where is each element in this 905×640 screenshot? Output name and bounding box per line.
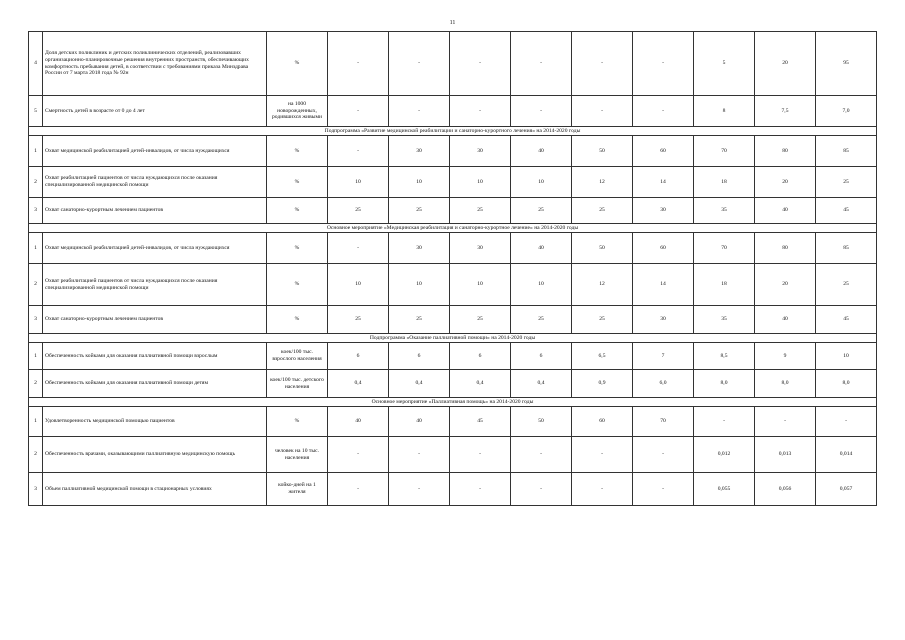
unit-of-measure: % xyxy=(267,198,328,224)
value-cell: 25 xyxy=(511,198,572,224)
table-row xyxy=(29,264,877,306)
value-cell: 30 xyxy=(389,136,450,167)
indicator-name: Объем паллиативной медицинской помощи в стационарных условиях xyxy=(43,473,267,506)
value-cell: 25 xyxy=(328,198,389,224)
unit-of-measure: % xyxy=(267,167,328,198)
row-number: 2 xyxy=(29,437,43,473)
value-cell: - xyxy=(511,96,572,127)
value-cell: 7,0 xyxy=(816,96,877,127)
value-cell: 45 xyxy=(450,407,511,437)
value-cell: 50 xyxy=(572,233,633,264)
row-number: 2 xyxy=(29,167,43,198)
indicator-name: Охват медицинской реабилитацией детей-инвалидов, от числа нуждающихся xyxy=(43,233,267,264)
table-row xyxy=(29,343,877,370)
unit-of-measure: койко-дней на 1 жителя xyxy=(267,473,328,506)
value-cell: 25 xyxy=(328,306,389,334)
value-cell: 5 xyxy=(694,32,755,96)
value-cell: 8,5 xyxy=(694,343,755,370)
table-row xyxy=(29,198,877,224)
value-cell: 60 xyxy=(572,407,633,437)
value-cell: 30 xyxy=(450,136,511,167)
page-number: 11 xyxy=(449,20,456,26)
value-cell: 6,0 xyxy=(633,370,694,398)
value-cell: 8,0 xyxy=(816,370,877,398)
value-cell: 12 xyxy=(572,264,633,306)
value-cell: 70 xyxy=(694,136,755,167)
unit-of-measure: % xyxy=(267,306,328,334)
value-cell: 20 xyxy=(755,32,816,96)
value-cell: - xyxy=(572,473,633,506)
value-cell: 0,057 xyxy=(816,473,877,506)
table-row xyxy=(29,437,877,473)
row-number: 5 xyxy=(29,96,43,127)
indicator-name: Охват медицинской реабилитацией детей-инвалидов, от числа нуждающихся xyxy=(43,136,267,167)
indicator-name: Смертность детей в возрасте от 0 до 4 лет xyxy=(43,96,267,127)
value-cell: - xyxy=(328,96,389,127)
indicator-name: Обеспеченность врачами, оказывающими паллиативную медицинскую помощь xyxy=(43,437,267,473)
table-row xyxy=(29,473,877,506)
value-cell: 14 xyxy=(633,264,694,306)
value-cell: - xyxy=(328,136,389,167)
row-number: 3 xyxy=(29,473,43,506)
value-cell: 70 xyxy=(694,233,755,264)
value-cell: - xyxy=(389,473,450,506)
value-cell: 6 xyxy=(389,343,450,370)
value-cell: 30 xyxy=(450,233,511,264)
value-cell: 10 xyxy=(511,167,572,198)
value-cell: 80 xyxy=(755,136,816,167)
value-cell: 6 xyxy=(450,343,511,370)
value-cell: 25 xyxy=(389,306,450,334)
value-cell: - xyxy=(572,32,633,96)
value-cell: - xyxy=(816,407,877,437)
value-cell: 10 xyxy=(389,264,450,306)
value-cell: 6 xyxy=(328,343,389,370)
value-cell: - xyxy=(633,32,694,96)
value-cell: 25 xyxy=(572,198,633,224)
section-header-row xyxy=(29,334,877,343)
value-cell: - xyxy=(511,437,572,473)
value-cell: 30 xyxy=(389,233,450,264)
value-cell: 60 xyxy=(633,136,694,167)
value-cell: - xyxy=(572,96,633,127)
unit-of-measure: % xyxy=(267,32,328,96)
indicator-name: Охват санаторно-курортным лечением пациентов xyxy=(43,306,267,334)
indicator-name: Охват реабилитацией пациентов от числа нуждающихся после оказания специализированной медицинской помощи xyxy=(43,167,267,198)
value-cell: 95 xyxy=(816,32,877,96)
value-cell: - xyxy=(328,437,389,473)
value-cell: - xyxy=(694,407,755,437)
value-cell: 10 xyxy=(328,167,389,198)
unit-of-measure: % xyxy=(267,136,328,167)
value-cell: 40 xyxy=(511,233,572,264)
value-cell: 18 xyxy=(694,264,755,306)
row-number: 1 xyxy=(29,407,43,437)
value-cell: - xyxy=(450,473,511,506)
table-row xyxy=(29,370,877,398)
value-cell: - xyxy=(389,96,450,127)
value-cell: 40 xyxy=(389,407,450,437)
row-number: 3 xyxy=(29,306,43,334)
value-cell: - xyxy=(511,32,572,96)
value-cell: 25 xyxy=(572,306,633,334)
section-header-row xyxy=(29,127,877,136)
value-cell: 8 xyxy=(694,96,755,127)
table-row xyxy=(29,32,877,96)
value-cell: - xyxy=(389,32,450,96)
unit-of-measure: на 1000 новорожденных, родившихся живыми xyxy=(267,96,328,127)
value-cell: 0,4 xyxy=(450,370,511,398)
unit-of-measure: % xyxy=(267,264,328,306)
value-cell: 0,4 xyxy=(511,370,572,398)
row-number: 4 xyxy=(29,32,43,96)
value-cell: 30 xyxy=(633,198,694,224)
row-number: 2 xyxy=(29,370,43,398)
value-cell: 40 xyxy=(328,407,389,437)
value-cell: 25 xyxy=(389,198,450,224)
value-cell: 8,0 xyxy=(694,370,755,398)
value-cell: 9 xyxy=(755,343,816,370)
value-cell: 45 xyxy=(816,198,877,224)
section-header-row xyxy=(29,398,877,407)
value-cell: 25 xyxy=(511,306,572,334)
value-cell: - xyxy=(389,437,450,473)
row-number: 1 xyxy=(29,343,43,370)
value-cell: 7,5 xyxy=(755,96,816,127)
row-number: 2 xyxy=(29,264,43,306)
value-cell: 30 xyxy=(633,306,694,334)
indicator-name: Охват санаторно-курортным лечением пациентов xyxy=(43,198,267,224)
value-cell: 70 xyxy=(633,407,694,437)
value-cell: 10 xyxy=(328,264,389,306)
value-cell: - xyxy=(633,437,694,473)
value-cell: 10 xyxy=(816,343,877,370)
value-cell: 10 xyxy=(511,264,572,306)
value-cell: - xyxy=(755,407,816,437)
value-cell: 80 xyxy=(755,233,816,264)
value-cell: 0,014 xyxy=(816,437,877,473)
section-title: Основное мероприятие «Медицинская реабилитация и санаторно-курортное лечение» на 2014-2020 годы xyxy=(29,224,877,233)
value-cell: 45 xyxy=(816,306,877,334)
indicator-name: Охват реабилитацией пациентов от числа нуждающихся после оказания специализированной медицинской помощи xyxy=(43,264,267,306)
value-cell: - xyxy=(633,473,694,506)
value-cell: 0,4 xyxy=(328,370,389,398)
section-title: Подпрограмма «Оказание паллиативной помощи» на 2014-2020 годы xyxy=(29,334,877,343)
value-cell: 6,5 xyxy=(572,343,633,370)
value-cell: 35 xyxy=(694,306,755,334)
row-number: 3 xyxy=(29,198,43,224)
value-cell: - xyxy=(328,233,389,264)
value-cell: - xyxy=(328,32,389,96)
indicator-name: Обеспеченность койками для оказания паллиативной помощи взрослым xyxy=(43,343,267,370)
value-cell: - xyxy=(511,473,572,506)
value-cell: 18 xyxy=(694,167,755,198)
value-cell: 25 xyxy=(450,306,511,334)
value-cell: 40 xyxy=(511,136,572,167)
value-cell: 0,056 xyxy=(755,473,816,506)
unit-of-measure: % xyxy=(267,233,328,264)
value-cell: 50 xyxy=(572,136,633,167)
value-cell: 25 xyxy=(816,167,877,198)
value-cell: 0,055 xyxy=(694,473,755,506)
value-cell: 35 xyxy=(694,198,755,224)
section-title: Подпрограмма «Развитие медицинской реабилитации и санаторно-курортного лечения» на 2014-2020 годы xyxy=(29,127,877,136)
value-cell: - xyxy=(450,96,511,127)
value-cell: 10 xyxy=(450,167,511,198)
value-cell: 20 xyxy=(755,264,816,306)
value-cell: 0,9 xyxy=(572,370,633,398)
value-cell: 8,0 xyxy=(755,370,816,398)
table-row xyxy=(29,407,877,437)
unit-of-measure: коек/100 тыс. взрослого населения xyxy=(267,343,328,370)
table-row xyxy=(29,167,877,198)
table-row xyxy=(29,306,877,334)
indicators-table xyxy=(28,31,877,506)
value-cell: - xyxy=(450,32,511,96)
value-cell: 20 xyxy=(755,167,816,198)
value-cell: 12 xyxy=(572,167,633,198)
table-row xyxy=(29,233,877,264)
section-header-row xyxy=(29,224,877,233)
value-cell: 40 xyxy=(755,198,816,224)
value-cell: 0,013 xyxy=(755,437,816,473)
table-row xyxy=(29,136,877,167)
value-cell: 60 xyxy=(633,233,694,264)
value-cell: 0,012 xyxy=(694,437,755,473)
value-cell: - xyxy=(328,473,389,506)
indicator-name: Обеспеченность койками для оказания паллиативной помощи детям xyxy=(43,370,267,398)
value-cell: 7 xyxy=(633,343,694,370)
value-cell: 6 xyxy=(511,343,572,370)
value-cell: 10 xyxy=(389,167,450,198)
section-title: Основное мероприятие «Паллиативная помощь» на 2014-2020 годы xyxy=(29,398,877,407)
value-cell: - xyxy=(572,437,633,473)
indicator-name: Доля детских поликлиник и детских поликлинических отделений, реализовавших организационно-планировочные решения внутренних пространств, обеспечивающих комфортность пребывания детей, в соответствии с требованиями приказа Минздрава России от 7 марта 2018 года № 92н xyxy=(43,32,267,96)
value-cell: - xyxy=(633,96,694,127)
value-cell: 25 xyxy=(450,198,511,224)
value-cell: 85 xyxy=(816,136,877,167)
value-cell: 14 xyxy=(633,167,694,198)
value-cell: - xyxy=(450,437,511,473)
table-row xyxy=(29,96,877,127)
value-cell: 50 xyxy=(511,407,572,437)
value-cell: 0,4 xyxy=(389,370,450,398)
row-number: 1 xyxy=(29,136,43,167)
value-cell: 85 xyxy=(816,233,877,264)
unit-of-measure: % xyxy=(267,407,328,437)
row-number: 1 xyxy=(29,233,43,264)
unit-of-measure: человек на 10 тыс. населения xyxy=(267,437,328,473)
unit-of-measure: коек/100 тыс. детского населения xyxy=(267,370,328,398)
value-cell: 40 xyxy=(755,306,816,334)
value-cell: 25 xyxy=(816,264,877,306)
indicator-name: Удовлетворенность медицинской помощью пациентов xyxy=(43,407,267,437)
value-cell: 10 xyxy=(450,264,511,306)
